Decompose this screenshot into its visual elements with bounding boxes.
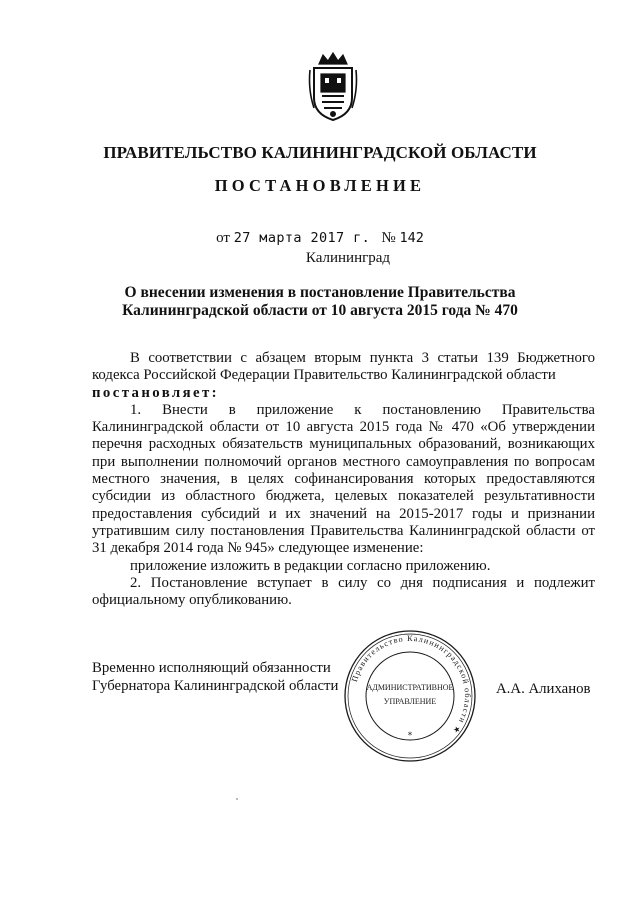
official-seal-stamp <box>342 628 478 764</box>
position-line-2: Губернатора Калининградской области <box>92 677 339 694</box>
document-date: 27 марта 2017 г. <box>233 230 371 246</box>
document-date-line <box>0 230 640 247</box>
position-line-1: Временно исполняющий обязанности <box>92 660 331 676</box>
subject-line-2: Калининградской области от 10 августа 2015 года № 470 <box>122 302 518 319</box>
scan-speck <box>236 798 238 800</box>
coat-of-arms-icon <box>306 50 360 124</box>
document-city: Калининград <box>305 250 391 266</box>
intro-text: В соответствии с абзацем вторым пункта 3 статьи 139 Бюджетного кодекса Российской Федерации Правительство Калининградской области <box>92 350 595 384</box>
document-subject <box>0 284 640 320</box>
signatory-name: А.А. Алиханов <box>496 681 591 697</box>
date-prefix: от <box>216 230 230 246</box>
organization-title: ПРАВИТЕЛЬСТВО КАЛИНИНГРАДСКОЙ ОБЛАСТИ <box>103 143 537 162</box>
number-sign: № <box>381 230 396 246</box>
svg-text:*: * <box>407 731 413 741</box>
item-1-paragraph: 1. Внести в приложение к постановлению Правительства Калининградской области от 10 августа 2015 года № 470 «Об утверждении перечня расходных обязательств муниципальных образований, возникающих при выполнении полномочий органов местного самоуправления по вопросам местного значения, в целях софинансирования которых предоставляются субсидии из областного бюджета, целевых показателей результативности предоставления субсидий и их значений на 2015-2017 годы и признании утратившим силу постановления Правительства Калининградской области от 31 декабря 2014 года № 945» следующее изменение: <box>92 401 595 557</box>
item-2-paragraph: 2. Постановление вступает в силу со дня подписания и подлежит официальному опубликованию. <box>92 574 595 609</box>
resolves-word: постановляет: <box>92 384 219 401</box>
svg-text:АДМИНИСТРАТИВНОЕ: АДМИНИСТРАТИВНОЕ <box>366 683 454 692</box>
svg-text:Правительство Калининградской: Правительство Калининградской области ★ <box>349 633 473 736</box>
subject-line-1: О внесении изменения в постановление Правительства <box>124 284 516 301</box>
svg-text:УПРАВЛЕНИЕ: УПРАВЛЕНИЕ <box>383 697 437 706</box>
item-1-sub-paragraph: приложение изложить в редакции согласно приложению. <box>130 557 491 574</box>
signatory-position <box>92 660 338 695</box>
document-body <box>92 350 595 609</box>
intro-paragraph <box>92 350 595 385</box>
document-number: 142 <box>399 230 424 246</box>
document-type-title: ПОСТАНОВЛЕНИЕ <box>214 176 426 195</box>
